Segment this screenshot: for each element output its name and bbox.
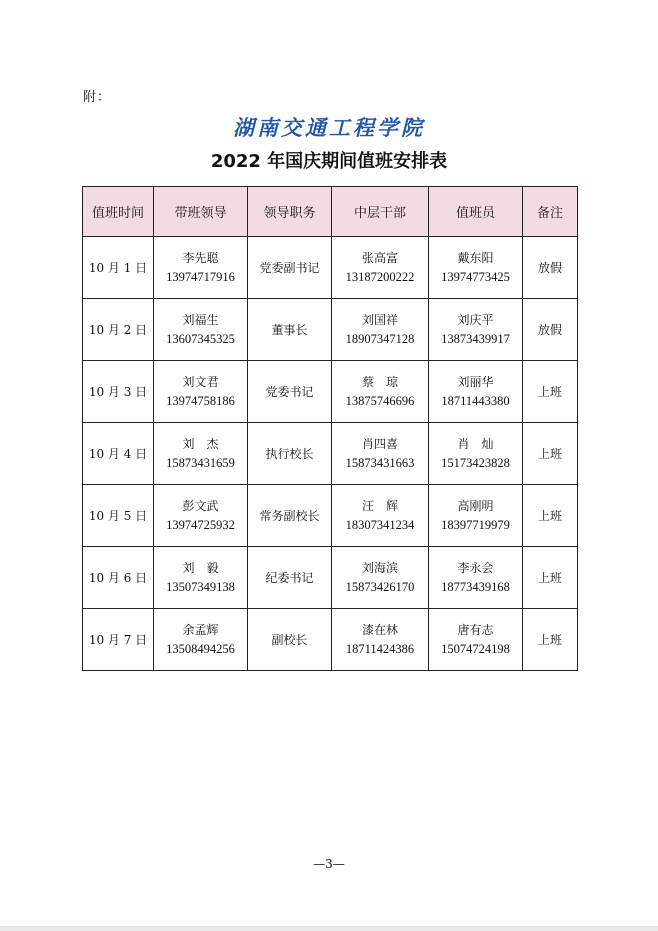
table-header-row (83, 187, 578, 237)
staff-name: 戴东阳 (457, 250, 494, 265)
cell-leader (154, 361, 248, 423)
header-position: 领导职务 (248, 187, 332, 237)
staff-phone: 15173423828 (441, 455, 510, 470)
cell-date: 10 月 1 日 (83, 237, 154, 299)
cell-note: 上班 (523, 361, 578, 423)
cell-position: 副校长 (248, 609, 332, 671)
staff-name: 肖 灿 (457, 436, 494, 451)
cell-mid-level (332, 361, 429, 423)
mid-phone: 13187200222 (345, 269, 415, 284)
cell-staff (429, 237, 523, 299)
staff-phone: 13974773425 (441, 269, 510, 284)
mid-phone: 15873431663 (345, 455, 415, 470)
cell-note: 上班 (523, 609, 578, 671)
staff-name: 高刚明 (457, 498, 494, 513)
leader-phone: 13507349138 (166, 579, 235, 594)
mid-phone: 13875746696 (345, 393, 415, 408)
cell-staff (429, 547, 523, 609)
cell-date: 10 月 4 日 (83, 423, 154, 485)
staff-name: 刘庆平 (457, 312, 494, 327)
cell-note: 放假 (523, 299, 578, 361)
cell-position: 党委副书记 (248, 237, 332, 299)
cell-position: 执行校长 (248, 423, 332, 485)
staff-phone: 18773439168 (441, 579, 510, 594)
cell-date: 10 月 5 日 (83, 485, 154, 547)
header-date: 值班时间 (83, 187, 154, 237)
cell-mid-level (332, 423, 429, 485)
cell-staff (429, 423, 523, 485)
header-staff: 值班员 (429, 187, 523, 237)
mid-name: 漆在林 (361, 622, 398, 637)
leader-name: 彭文武 (182, 498, 219, 513)
leader-phone: 13974717916 (166, 269, 235, 284)
header-mid-level: 中层干部 (332, 187, 429, 237)
mid-name: 汪 辉 (361, 498, 398, 513)
cell-date: 10 月 6 日 (83, 547, 154, 609)
leader-name: 刘 杰 (182, 436, 219, 451)
attachment-label: 附： (83, 90, 112, 105)
cell-staff (429, 485, 523, 547)
cell-date: 10 月 7 日 (83, 609, 154, 671)
cell-note: 上班 (523, 423, 578, 485)
cell-mid-level (332, 237, 429, 299)
cell-note: 上班 (523, 547, 578, 609)
cell-date: 10 月 2 日 (83, 299, 154, 361)
cell-staff (429, 361, 523, 423)
cell-date: 10 月 3 日 (83, 361, 154, 423)
bottom-edge (0, 926, 658, 931)
cell-leader (154, 547, 248, 609)
cell-leader (154, 237, 248, 299)
mid-name: 刘国祥 (361, 312, 398, 327)
staff-name: 刘丽华 (457, 374, 494, 389)
header-leader: 带班领导 (154, 187, 248, 237)
table-row (83, 299, 578, 361)
staff-name: 唐有志 (457, 622, 494, 637)
mid-name: 蔡 琼 (361, 374, 398, 389)
mid-name: 刘海滨 (361, 560, 398, 575)
header-note: 备注 (523, 187, 578, 237)
cell-position: 纪委书记 (248, 547, 332, 609)
leader-phone: 13607345325 (166, 331, 235, 346)
table-row (83, 609, 578, 671)
staff-phone: 18397719979 (441, 517, 510, 532)
mid-phone: 18907347128 (345, 331, 415, 346)
cell-leader (154, 485, 248, 547)
leader-phone: 13508494256 (166, 641, 235, 656)
page-number: —3— (313, 857, 345, 871)
cell-leader (154, 299, 248, 361)
table-title: 2022 年国庆期间值班安排表 (210, 151, 448, 172)
table-row (83, 485, 578, 547)
cell-position: 党委书记 (248, 361, 332, 423)
staff-phone: 15074724198 (441, 641, 510, 656)
cell-staff (429, 299, 523, 361)
staff-name: 李永会 (457, 560, 494, 575)
mid-name: 张高富 (361, 250, 398, 265)
cell-note: 上班 (523, 485, 578, 547)
leader-name: 刘福生 (182, 312, 219, 327)
leader-name: 李先聪 (182, 250, 219, 265)
duty-schedule-table (82, 186, 578, 671)
mid-phone: 18711424386 (345, 641, 415, 656)
staff-phone: 13873439917 (441, 331, 510, 346)
leader-phone: 13974725932 (166, 517, 235, 532)
mid-phone: 18307341234 (345, 517, 415, 532)
leader-phone: 15873431659 (166, 455, 235, 470)
cell-leader (154, 609, 248, 671)
leader-name: 刘文君 (182, 374, 219, 389)
cell-mid-level (332, 609, 429, 671)
school-name: 湖南交通工程学院 (233, 115, 425, 140)
table-row (83, 361, 578, 423)
cell-position: 董事长 (248, 299, 332, 361)
leader-name: 刘 毅 (182, 560, 219, 575)
cell-leader (154, 423, 248, 485)
table-row (83, 547, 578, 609)
leader-phone: 13974758186 (166, 393, 235, 408)
cell-staff (429, 609, 523, 671)
cell-mid-level (332, 547, 429, 609)
staff-phone: 18711443380 (441, 393, 510, 408)
cell-position: 常务副校长 (248, 485, 332, 547)
table-row (83, 423, 578, 485)
leader-name: 余孟辉 (182, 622, 219, 637)
cell-mid-level (332, 485, 429, 547)
table-row (83, 237, 578, 299)
cell-note: 放假 (523, 237, 578, 299)
mid-name: 肖四喜 (361, 436, 398, 451)
cell-mid-level (332, 299, 429, 361)
mid-phone: 15873426170 (345, 579, 415, 594)
